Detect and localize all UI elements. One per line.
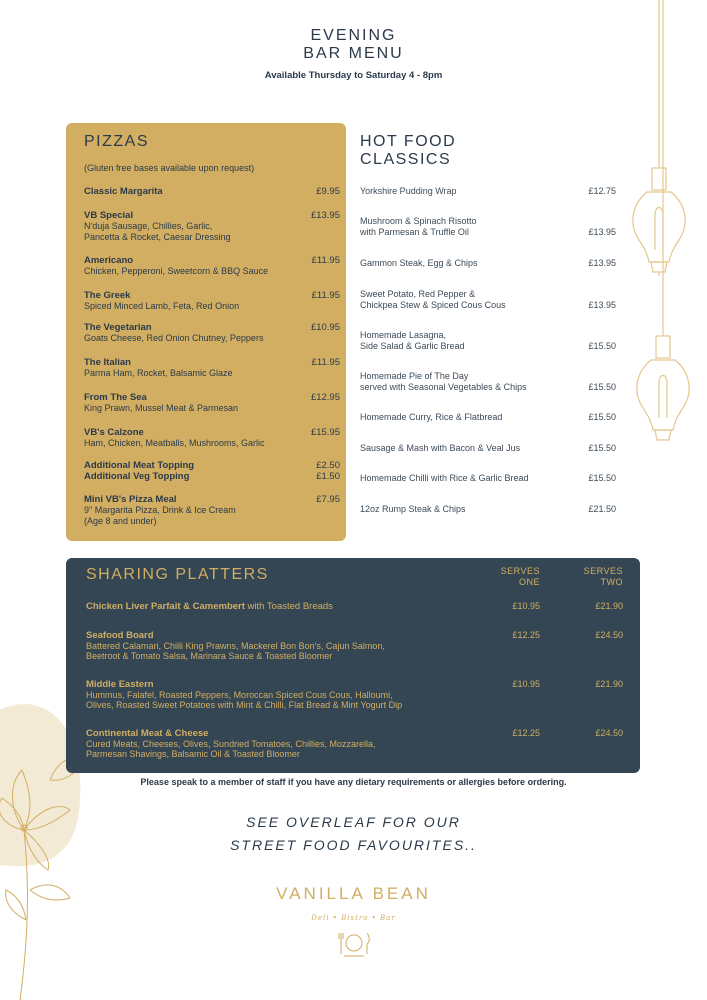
hot-food-description: Sweet Potato, Red Pepper & [360,289,476,299]
platter-description: Beetroot & Tomato Salsa, Marinara Sauce & Toasted Bloomer [86,651,333,661]
platter-description: Cured Meats, Cheeses, Olives, Sundried Tomatoes, Chillies, Mozzarella, [86,739,376,749]
serves-one-header-line2: ONE [518,577,540,587]
pizza-description: Parma Ham, Rocket, Balsamic Glaze [84,368,233,378]
hot-food-description: 12oz Rump Steak & Chips [360,504,466,514]
pizza-price: £2.50 [316,460,340,471]
pizza-price: £15.95 [310,427,340,438]
hot-food-heading-line1: HOT FOOD [360,133,457,150]
price-serves-two: £24.50 [595,630,623,640]
hot-food-description: Gammon Steak, Egg & Chips [360,258,478,268]
pizza-name: VB Special [84,210,134,221]
platter-name [86,728,208,739]
hot-food-description: Yorkshire Pudding Wrap [360,186,457,196]
pizzas-panel [66,123,346,541]
platter-name [86,601,333,612]
platter-description: Hummus, Falafel, Roasted Peppers, Moroccan Spiced Cous Cous, Halloumi, [86,690,393,700]
hot-food-price: £15.50 [588,382,616,392]
hot-food-description: Sausage & Mash with Bacon & Veal Jus [360,443,521,453]
price-serves-two: £21.90 [595,679,623,689]
hot-food-price: £13.95 [588,300,616,310]
allergy-notice: Please speak to a member of staff if you have any dietary requirements or allergies before ordering. [140,777,567,787]
overleaf-line1: SEE OVERLEAF FOR OUR [246,814,461,830]
platter-name [86,630,154,641]
hot-food-price: £15.50 [588,473,616,483]
price-serves-one: £12.25 [512,630,540,640]
pizza-price: £11.95 [311,357,340,368]
hot-food-price: £15.50 [588,443,616,453]
price-serves-two: £21.90 [595,601,623,611]
pizza-name: Classic Margarita [84,186,163,197]
platter-description: Olives, Roasted Sweet Potatoes with Mint & Chilli, Flat Bread & Mint Yogurt Dip [86,700,403,710]
hot-food-price: £13.95 [588,227,616,237]
pizza-description: Goats Cheese, Red Onion Chutney, Peppers [84,333,264,343]
pizza-name: Mini VB's Pizza Meal [84,494,177,505]
hot-food-price: £15.50 [588,341,616,351]
pizza-name: The Greek [84,290,131,301]
pizza-name: Additional Meat Topping [84,460,195,471]
menu-title-line1: EVENING [310,27,397,44]
pizza-price: £11.95 [311,255,340,266]
hot-food-price: £21.50 [588,504,616,514]
hot-food-description: Chickpea Stew & Spiced Cous Cous [360,300,506,310]
price-serves-one: £10.95 [512,679,540,689]
platter-name [86,679,154,690]
price-serves-one: £12.25 [512,728,540,738]
pizza-price: £11.95 [311,290,340,301]
hot-food-price: £15.50 [588,412,616,422]
platter-title: Continental Meat & Cheese [86,728,209,739]
pizza-price: £12.95 [310,392,340,403]
pizza-price: £1.50 [316,471,340,482]
platter-title: Chicken Liver Parfait & Camembert [86,601,245,612]
serves-one-header-line1: SERVES [500,566,540,576]
sharing-platters-panel [66,558,640,773]
pizza-name: The Vegetarian [84,322,152,333]
pizza-price: £10.95 [310,322,340,333]
pizza-description: 9" Margarita Pizza, Drink & Ice Cream [84,505,236,515]
hot-food-description: Homemade Pie of The Day [360,371,469,381]
platter-title: Middle Eastern [86,679,154,690]
pizza-name: From The Sea [84,392,147,403]
pizza-description: Pancetta & Rocket, Caesar Dressing [84,232,231,242]
price-serves-one: £10.95 [512,601,540,611]
platter-description: Parmesan Shavings, Balsamic Oil & Toasted Bloomer [86,749,300,759]
hot-food-description: Homemade Curry, Rice & Flatbread [360,412,503,422]
table-setting-logo-icon [336,928,372,958]
brand-tagline: Deli • Bistro • Bar [311,914,396,922]
hot-food-description: Side Salad & Garlic Bread [360,341,465,351]
hot-food-description: Mushroom & Spinach Risotto [360,216,477,226]
overleaf-line2: STREET FOOD FAVOURITES.. [230,837,477,853]
availability-text: Available Thursday to Saturday 4 - 8pm [264,70,443,81]
pizza-price: £9.95 [316,186,340,197]
menu-title-line2: BAR MENU [303,45,404,62]
price-serves-two: £24.50 [595,728,623,738]
pizza-description: King Prawn, Mussel Meat & Parmesan [84,403,239,413]
hot-food-description: with Parmesan & Truffle Oil [360,227,469,237]
hot-food-description: Homemade Chilli with Rice & Garlic Bread [360,473,529,483]
platter-title: Seafood Board [86,630,154,641]
pizza-name: Additional Veg Topping [84,471,190,482]
pizza-description: N'duja Sausage, Chillies, Garlic, [84,221,213,231]
hot-food-price: £13.95 [588,258,616,268]
gluten-free-note: (Gluten free bases available upon request) [84,163,255,173]
pizza-description: Ham, Chicken, Meatballs, Mushrooms, Garlic [84,438,265,448]
pizza-description: (Age 8 and under) [84,516,157,526]
hot-food-heading-line2: CLASSICS [360,151,452,168]
pizza-price: £7.95 [316,494,340,505]
pizza-name: VB's Calzone [84,427,144,438]
pizza-name: The Italian [84,357,131,368]
sharing-heading: SHARING PLATTERS [86,566,269,583]
serves-two-header-line2: TWO [600,577,623,587]
hot-food-description: Homemade Lasagna, [360,330,447,340]
platter-accompaniment: with Toasted Breads [244,601,333,612]
hot-food-price: £12.75 [588,186,616,196]
pizza-name: Americano [84,255,134,266]
serves-two-header-line1: SERVES [583,566,623,576]
pizza-description: Chicken, Pepperoni, Sweetcorn & BBQ Sauce [84,266,269,276]
pizza-price: £13.95 [310,210,340,221]
platter-description: Battered Calamari, Chilli King Prawns, Mackerel Bon Bon's, Cajun Salmon, [86,641,385,651]
pizza-description: Spiced Minced Lamb, Feta, Red Onion [84,301,240,311]
pizzas-heading: PIZZAS [84,133,150,150]
brand-name: VANILLA BEAN [276,884,431,903]
hot-food-description: served with Seasonal Vegetables & Chips [360,382,527,392]
